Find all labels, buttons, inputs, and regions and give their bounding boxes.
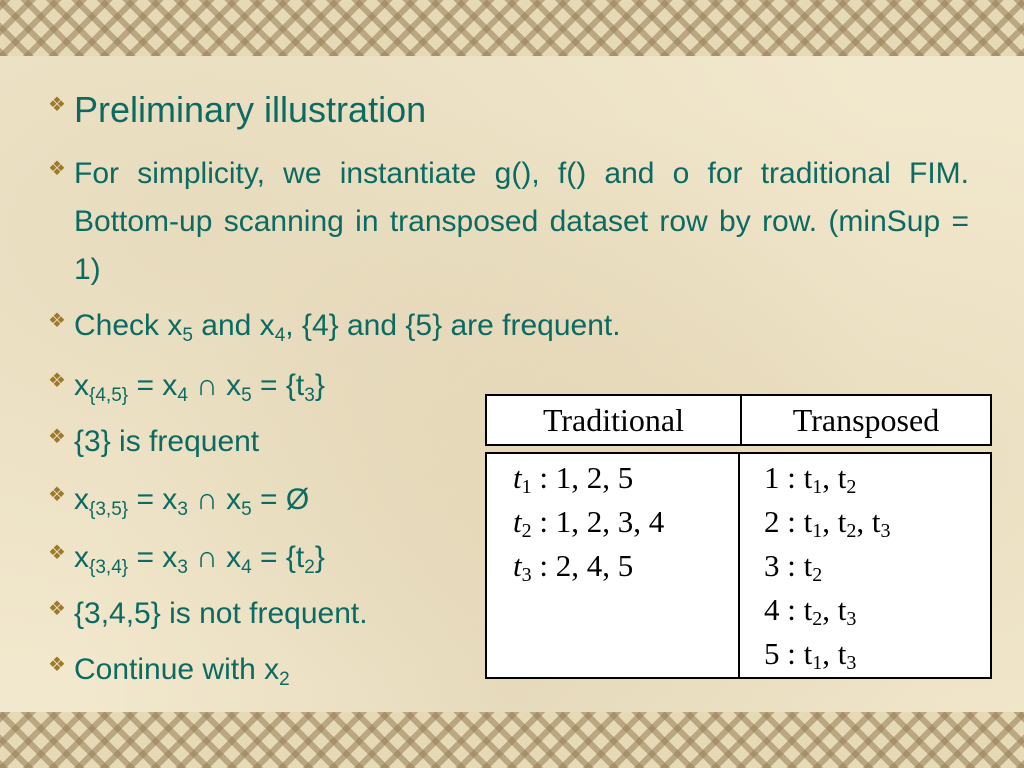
bullet-text: Check $x_5$ and $x_4$, {4} and {5} are frequent. — [74, 309, 621, 346]
bullet-text: {3} is frequent — [74, 425, 260, 458]
bullet-item — [48, 646, 290, 694]
diamond-bullet-icon: ❖ — [48, 368, 66, 392]
transposed-row: 5 : $t_1$, $t_3$ — [764, 636, 857, 674]
header-transposed: Transposed — [792, 401, 940, 438]
bullet-text: $x_{\{4,5\}} = x_4$ ∩ $x_5 = \{t_3\}$ — [74, 369, 325, 406]
traditional-column — [487, 454, 740, 677]
transposed-row: 1 : $t_1$, $t_2$ — [764, 460, 857, 498]
diamond-bullet-icon: ❖ — [48, 156, 66, 180]
bullet-text: $x_{\{3,4\}} = x_3$ ∩ $x_4 = \{t_2\}$ — [74, 541, 325, 578]
traditional-row: $t_2$ : 1, 2, 3, 4 — [513, 504, 665, 542]
dataset-table — [485, 452, 992, 679]
bullet-text: Continue with $x_2$ — [74, 653, 290, 690]
bullet-item — [48, 476, 309, 524]
bullet-item — [48, 150, 969, 294]
traditional-row: $t_3$ : 2, 4, 5 — [513, 548, 634, 586]
transposed-row: 2 : $t_1$, $t_2$, $t_3$ — [764, 504, 891, 542]
transposed-row: 4 : $t_2$, $t_3$ — [764, 592, 857, 630]
diamond-bullet-icon: ❖ — [48, 482, 66, 506]
diamond-bullet-icon: ❖ — [48, 308, 66, 332]
transposed-column — [740, 454, 990, 677]
bullet-text: $x_{\{3,5\}} = x_3$ ∩ $x_5$ = Ø — [74, 483, 310, 520]
bullet-text: {3,4,5} is not frequent. — [74, 597, 368, 630]
diamond-bullet-icon: ❖ — [48, 92, 66, 116]
transposed-row: 3 : $t_2$ — [764, 548, 823, 586]
table-header — [485, 394, 992, 446]
diamond-bullet-icon: ❖ — [48, 652, 66, 676]
diamond-bullet-icon: ❖ — [48, 540, 66, 564]
bullet-item — [48, 302, 621, 350]
bullet-item — [48, 590, 368, 638]
bullet-text: For simplicity, we instantiate g(), f() and o for traditional FIM. Bottom-up scanning in transposed dataset row by row. (minSup = 1) — [74, 157, 969, 286]
diamond-bullet-icon: ❖ — [48, 596, 66, 620]
bullet-item — [48, 362, 325, 410]
bullet-item — [48, 86, 426, 134]
diamond-bullet-icon: ❖ — [48, 424, 66, 448]
traditional-row: $t_1$ : 1, 2, 5 — [513, 460, 634, 498]
bullet-item — [48, 534, 325, 582]
bullet-item — [48, 418, 259, 466]
slide-title: Preliminary illustration — [74, 89, 427, 130]
header-traditional: Traditional — [487, 396, 742, 444]
